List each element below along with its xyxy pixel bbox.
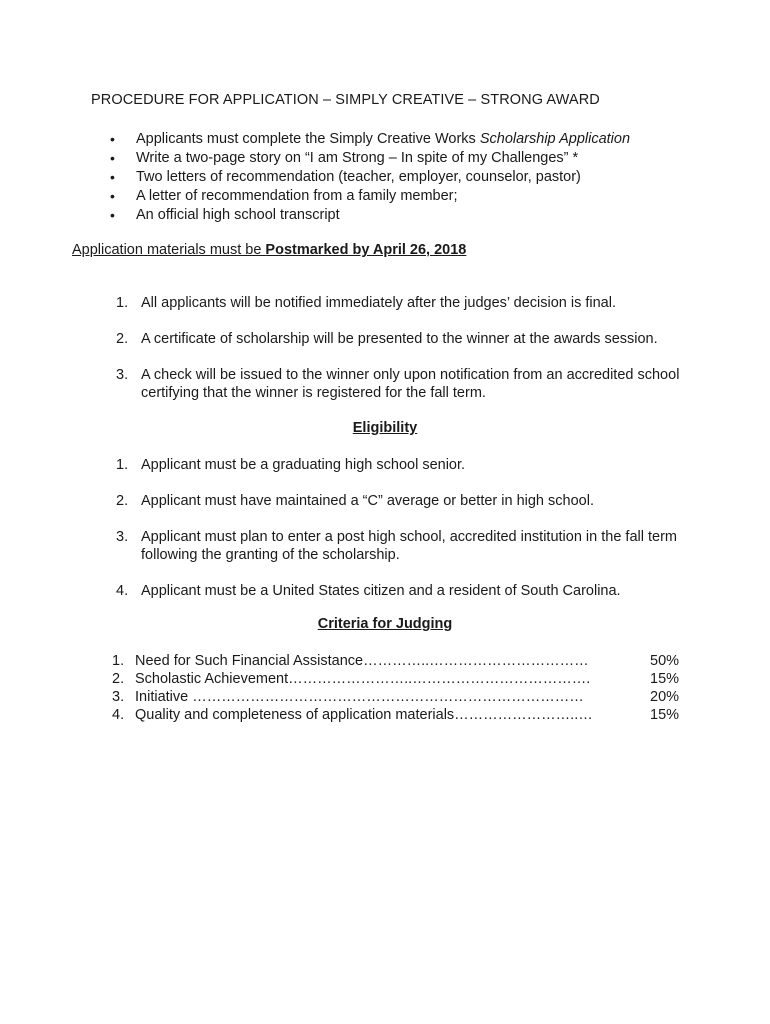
list-item: • Two letters of recommendation (teacher, employer, counselor, pastor) [110, 168, 630, 187]
requirements-list [110, 130, 630, 225]
list-item: • An official high school transcript [110, 206, 630, 225]
criteria-list [112, 652, 682, 724]
procedure-list [116, 294, 701, 420]
list-item: 3. A check will be issued to the winner only upon notification from an accredited school certifying that the winner is registered for the fall term. [116, 367, 680, 401]
list-item: • Applicants must complete the Simply Creative Works Scholarship Application [110, 130, 630, 149]
deadline-notice: Application materials must be Postmarked by April 26, 2018 [72, 242, 467, 258]
eligibility-heading: Eligibility [352, 420, 418, 436]
list-item: 1. Applicant must be a graduating high school senior. [116, 457, 466, 473]
criteria-row: 2. Scholastic Achievement……………………..………………………………. 15% [112, 671, 680, 687]
criteria-row: 3. Initiative ……………………………………………………………………… 20% [112, 689, 680, 705]
list-item: 3. Applicant must plan to enter a post high school, accredited institution in the fall term following the granting of the scholarship. [116, 529, 677, 563]
list-item: 2. A certificate of scholarship will be presented to the winner at the awards session. [116, 331, 658, 347]
criteria-row: 4. Quality and completeness of application materials……………………..… 15% [112, 707, 680, 723]
list-item: • Write a two-page story on “I am Strong – In spite of my Challenges” * [110, 149, 630, 168]
list-item: 2. Applicant must have maintained a “C” average or better in high school. [116, 493, 594, 509]
list-item: 4. Applicant must be a United States citizen and a resident of South Carolina. [116, 583, 621, 599]
criteria-heading: Criteria for Judging [317, 616, 453, 632]
list-item: 1. All applicants will be notified immediately after the judges’ decision is final. [116, 295, 616, 311]
page-title: PROCEDURE FOR APPLICATION – SIMPLY CREATIVE – STRONG AWARD [91, 92, 600, 108]
criteria-row: 1. Need for Such Financial Assistance…………..…………………………… 50% [112, 653, 680, 669]
list-item: • A letter of recommendation from a family member; [110, 187, 630, 206]
eligibility-list [116, 456, 701, 618]
